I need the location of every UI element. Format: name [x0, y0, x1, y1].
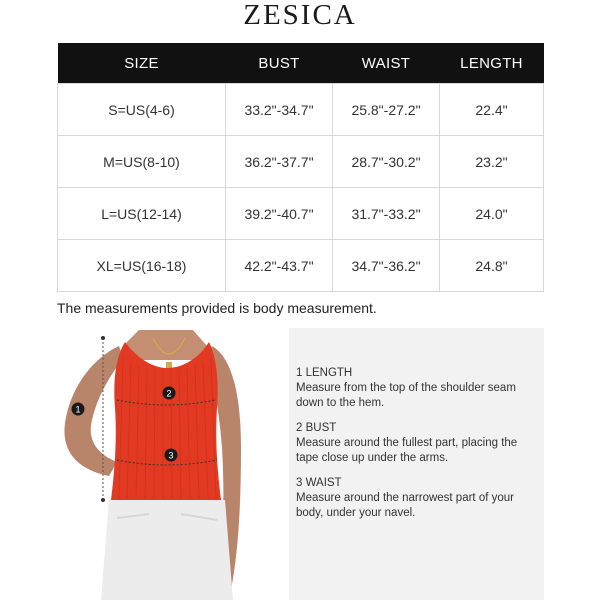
size-chart-table	[57, 43, 544, 292]
table-row	[58, 240, 544, 292]
instruction-title: 1 LENGTH	[296, 367, 353, 379]
measurement-instructions-panel	[289, 328, 544, 600]
cell-length: 24.8"	[440, 240, 544, 292]
cell-length: 22.4"	[440, 84, 544, 136]
cell-size: S=US(4-6)	[58, 84, 226, 136]
cell-waist: 28.7"-30.2"	[333, 136, 440, 188]
svg-text:1: 1	[75, 404, 81, 415]
cell-bust: 33.2"-34.7"	[226, 84, 333, 136]
model-photo	[57, 328, 287, 600]
header-waist: WAIST	[333, 43, 440, 84]
table-row	[58, 84, 544, 136]
instruction-waist	[296, 476, 541, 521]
brand-logo: ZESICA	[243, 0, 357, 31]
instruction-bust	[296, 421, 541, 466]
svg-text:2: 2	[166, 388, 172, 399]
skirt-shape	[101, 500, 233, 600]
instruction-text: Measure around the fullest part, placing the tape close up under the arms.	[296, 437, 518, 464]
cell-waist: 25.8"-27.2"	[333, 84, 440, 136]
cell-length: 24.0"	[440, 188, 544, 240]
cell-bust: 36.2"-37.7"	[226, 136, 333, 188]
table-header-row	[58, 43, 544, 84]
table-row	[58, 136, 544, 188]
svg-text:3: 3	[168, 450, 174, 461]
cell-waist: 31.7"-33.2"	[333, 188, 440, 240]
cell-waist: 34.7"-36.2"	[333, 240, 440, 292]
cell-length: 23.2"	[440, 136, 544, 188]
marker-1	[72, 403, 85, 416]
cell-size: M=US(8-10)	[58, 136, 226, 188]
cell-bust: 42.2"-43.7"	[226, 240, 333, 292]
cell-size: XL=US(16-18)	[58, 240, 226, 292]
instruction-title: 2 BUST	[296, 422, 337, 434]
instruction-text: Measure around the narrowest part of your body, under your navel.	[296, 492, 514, 519]
table-row	[58, 188, 544, 240]
instruction-length	[296, 366, 541, 411]
cell-bust: 39.2"-40.7"	[226, 188, 333, 240]
measurement-note: The measurements provided is body measurement.	[57, 300, 377, 316]
instruction-title: 3 WAIST	[296, 477, 342, 489]
cell-size: L=US(12-14)	[58, 188, 226, 240]
marker-2	[163, 387, 176, 400]
header-length: LENGTH	[440, 43, 544, 84]
instruction-text: Measure from the top of the shoulder seam down to the hem.	[296, 382, 516, 409]
marker-3	[165, 449, 178, 462]
header-size: SIZE	[58, 43, 226, 84]
header-bust: BUST	[226, 43, 333, 84]
